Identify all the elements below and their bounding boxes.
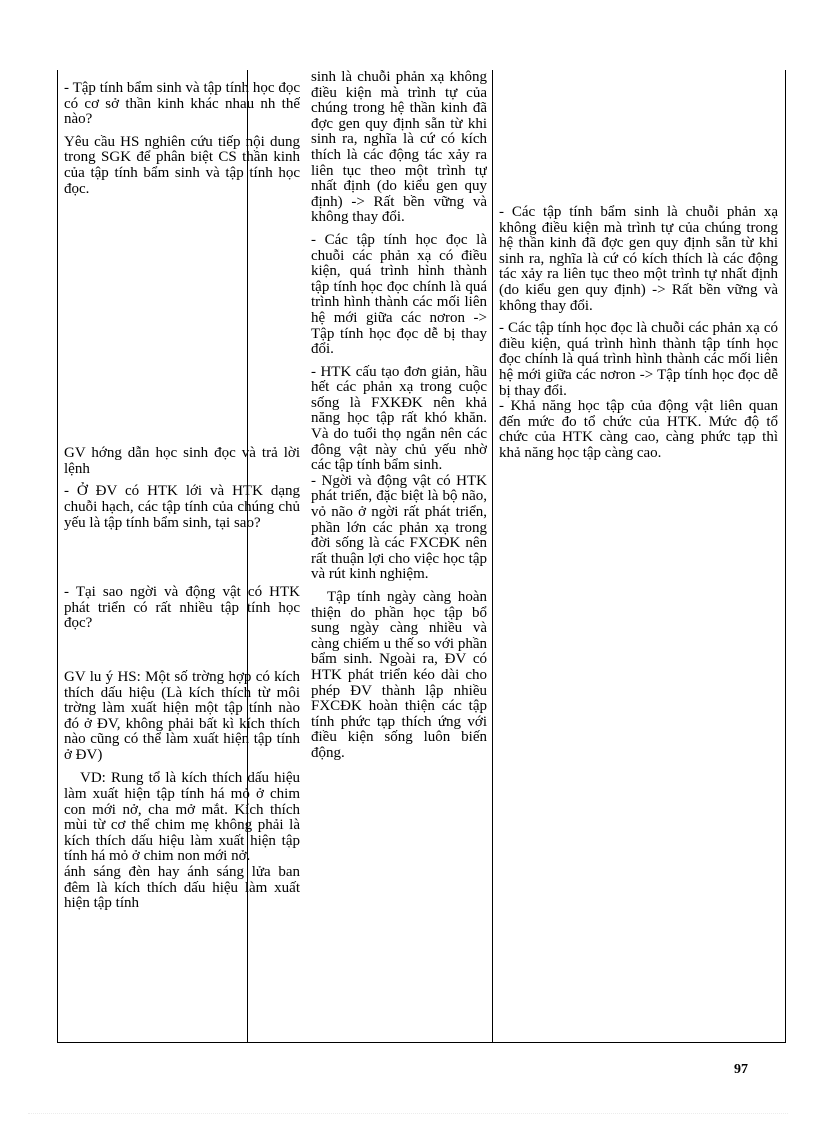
answer-text: - Ngời và động vật có HTK phát triển, đặc biệt là bộ não, vỏ não ở ngời rất phát triển, phần lớn các phản xạ trong đời sống là các FXCĐK nên rất thuận lợi cho việc học tập và rút kinh nghiệm. bbox=[311, 472, 487, 583]
instruction-text: Yêu cầu HS nghiên cứu tiếp nội dung trong SGK để phân biệt CS thần kinh của tập tính bẩm sinh và tập tính học đọc. bbox=[64, 133, 300, 197]
question-text: - Ở ĐV có HTK lới và HTK dạng chuỗi hạch, các tập tính của chúng chủ yếu là tập tính bẩm sinh, tại sao? bbox=[64, 483, 300, 531]
answer-text: - Các tập tính học đọc là chuỗi các phản xạ có điều kiện, quá trình hình thành tập tính học đọc chính là quá trình hình thành các mối liên hệ mới giữa các nơron -> Tập tính học đọc dễ bị thay đổi. bbox=[311, 231, 487, 358]
teacher-activity-column bbox=[64, 81, 300, 1042]
content-column bbox=[499, 205, 778, 1042]
instruction-text: GV hớng dẫn học sinh đọc và trả lời lệnh bbox=[64, 445, 300, 477]
question-text: - Tập tính bẩm sinh và tập tính học đọc có cơ sở thần kinh khác nhau nh thế nào? bbox=[64, 81, 300, 128]
example-text: VD: Rung tổ là kích thích dấu hiệu làm xuất hiện tập tính há mỏ ở chim con mới nở, cha mở mắt. Kích thích mùi từ cơ thể chim mẹ không phải là kích thích dấu hiệu làm xuất hiện tập tính há mỏ ở chim non mới nở. bbox=[64, 770, 300, 865]
page-number: 97 bbox=[734, 1062, 748, 1077]
content-text: - Khả năng học tập của động vật liên quan đến mức đo tổ chức của HTK. Mức độ tổ chức của HTK càng cao, càng phức tạp thì khả năng học tập càng cao. bbox=[499, 398, 778, 461]
question-text: - Tại sao ngời và động vật có HTK phát triển có rất nhiều tập tính học đọc? bbox=[64, 584, 300, 632]
answer-text: - HTK cấu tạo đơn giản, hầu hết các phản xạ trong cuộc sống là FXKĐK nên khả năng học tập rất khó khăn. Và do tuổi thọ ngắn nên các đông vật này chủ yếu nhờ các tập tính bẩm sinh. bbox=[311, 363, 487, 474]
student-activity-column bbox=[311, 70, 487, 1042]
content-text: - Các tập tính học đọc là chuỗi các phản xạ có điều kiện, quá trình hình thành tập tính học đọc chính là quá trình hình thành các mối liên hệ mới giữa các nơron -> Tập tính học đọc dễ bị thay đổi. bbox=[499, 320, 778, 399]
content-text: - Các tập tính bẩm sinh là chuỗi phản xạ không điều kiện mà trình tự của chúng trong hệ thần kinh đã đợc gen quy định sẵn từ khi sinh ra, nghĩa là cứ có kích thích là các động tác xảy ra liên tục theo một trình tự nhất định (do kiểu gen quy định) -> Rất bền vững và không thay đổi. bbox=[499, 205, 778, 314]
answer-text: Tập tính ngày càng hoàn thiện do phần học tập bổ sung ngày càng nhiều và càng chiếm u thế so với phần bẩm sinh. Ngoài ra, ĐV có HTK phát triển kéo dài cho phép ĐV thành lập nhiều FXCĐK hoàn thiện các tập tính phức tạp thích ứng với điều kiện sống luôn biến động. bbox=[311, 589, 487, 761]
example-text: ánh sáng đèn hay ánh sáng lửa ban đêm là kích thích dấu hiệu làm xuất hiện tập tính bbox=[64, 864, 300, 912]
column-divider bbox=[492, 70, 493, 1042]
answer-text: sinh là chuỗi phản xạ không điều kiện mà trình tự của chúng trong hệ thần kinh đã đợc gen quy định sẵn từ khi sinh ra, nghĩa là cứ có kích thích là các động tác xảy ra liên tục theo một trình tự nhất định (do kiểu gen quy định) -> Rất bền vững và không thay đổi. bbox=[311, 70, 487, 226]
footer-divider bbox=[28, 1113, 788, 1114]
lesson-table bbox=[57, 70, 786, 1043]
note-text: GV lu ý HS: Một số trờng hợp có kích thích dấu hiệu (Là kích thích từ môi trờng làm xuất hiện một tập tính nào đó ở ĐV, không phải bất kì kích thích nào cũng có thể làm xuất hiện tập tính ở ĐV) bbox=[64, 668, 300, 763]
